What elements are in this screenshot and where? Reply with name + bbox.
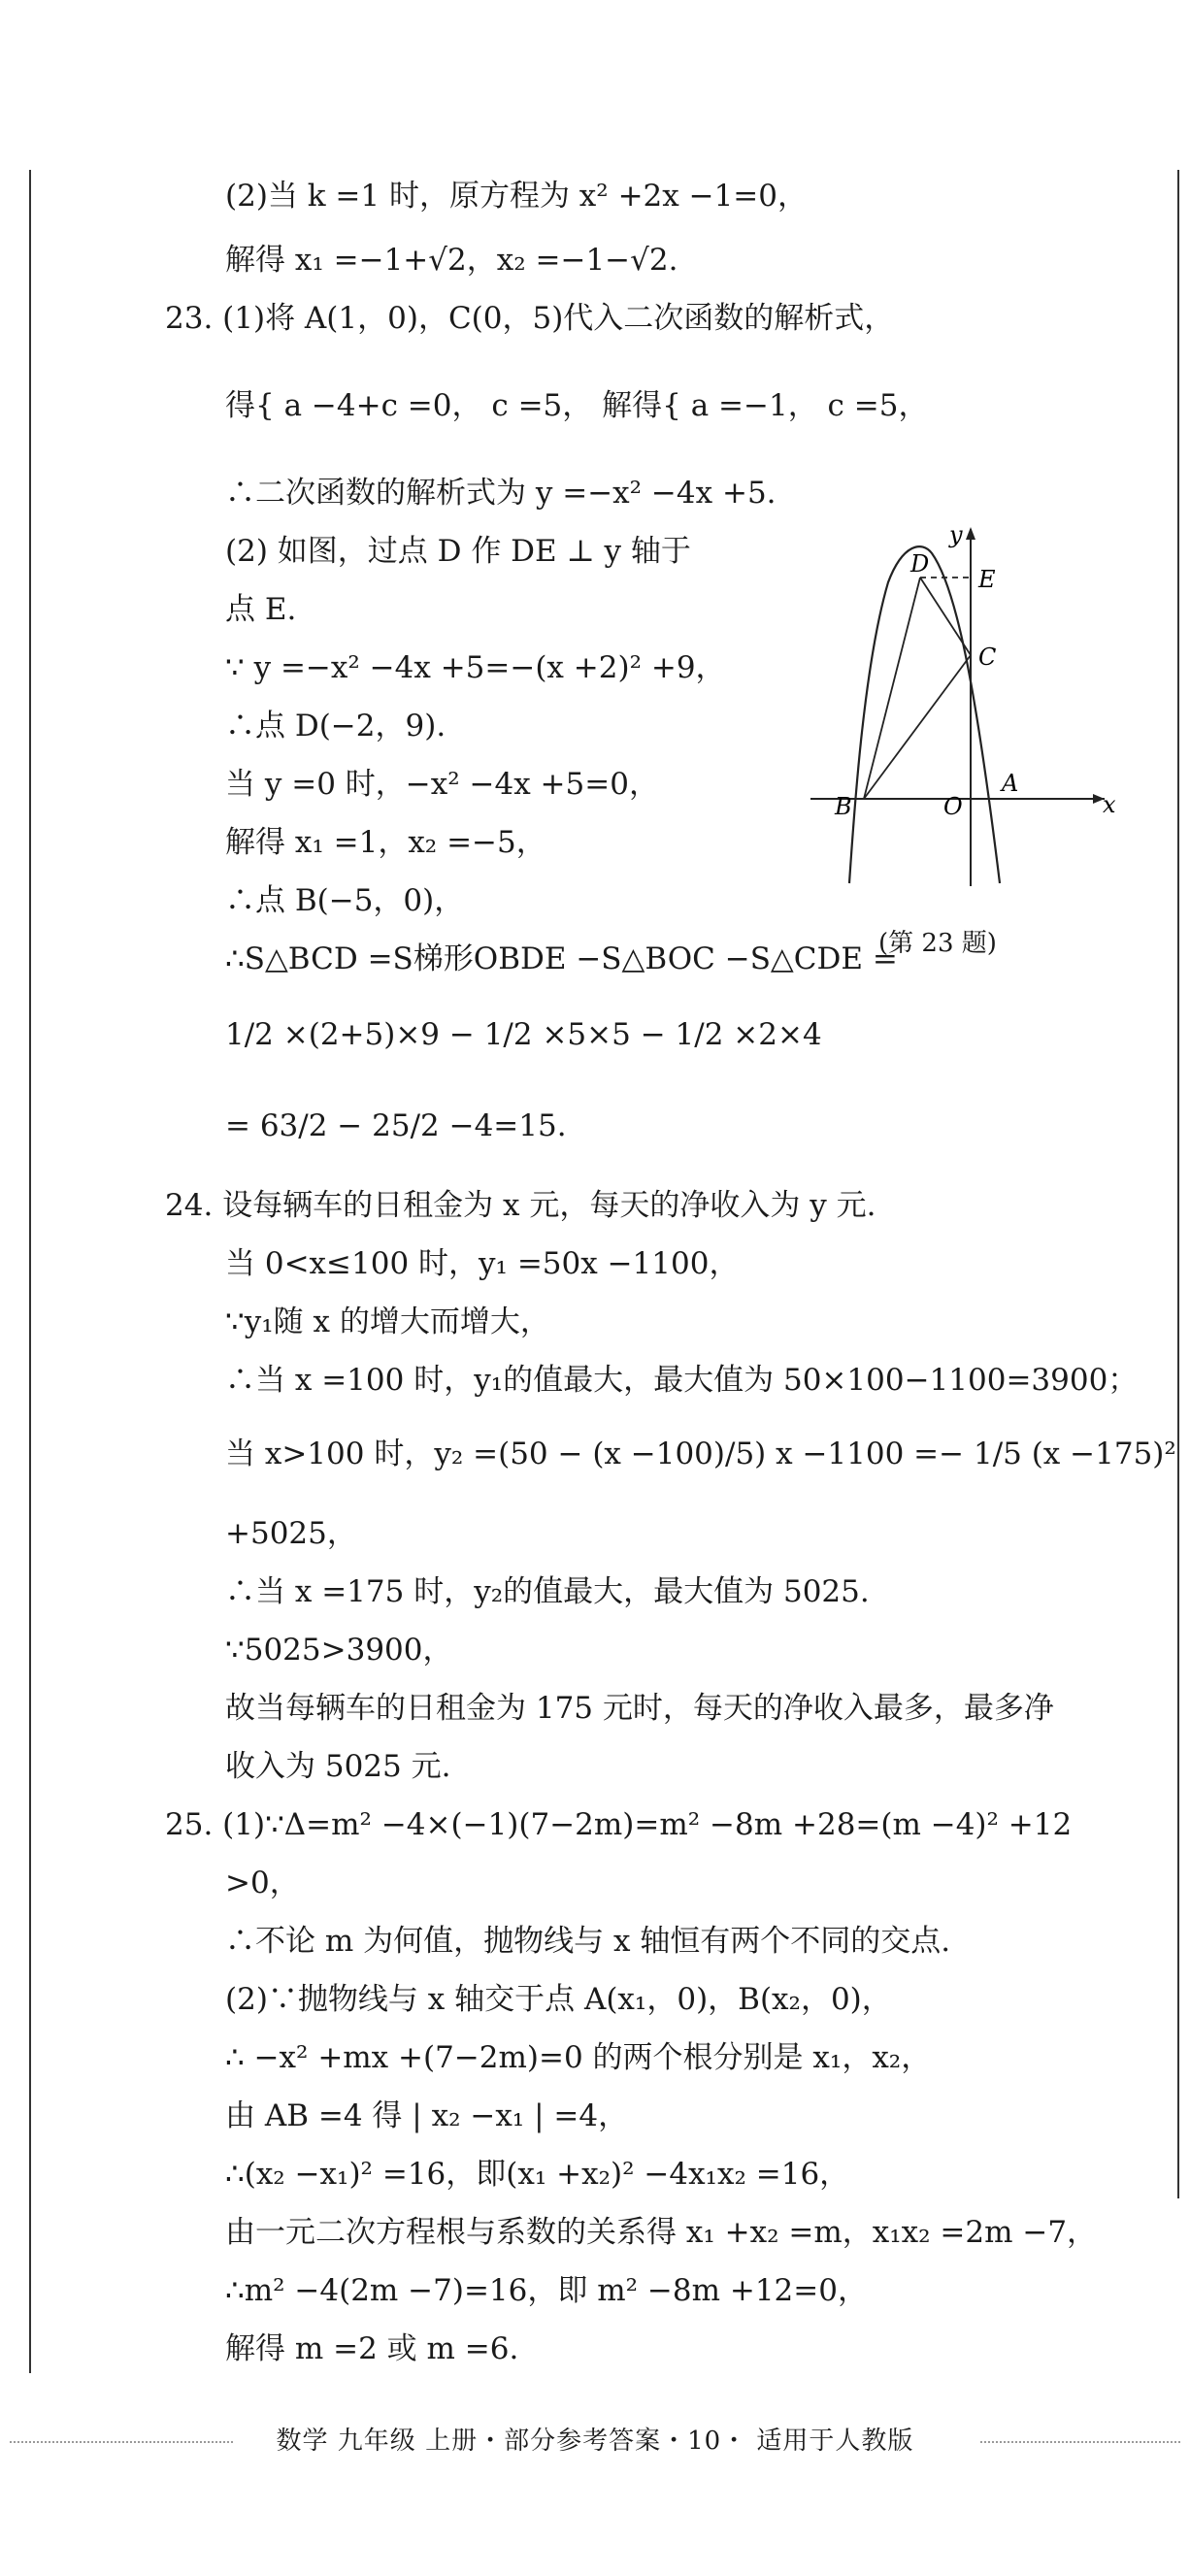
label-o: O: [943, 793, 963, 820]
text-line: 解得 m =2 或 m =6.: [225, 2331, 519, 2366]
text-line: 点 E.: [225, 592, 297, 627]
text-line: ∴点 B(−5，0)，: [225, 883, 465, 918]
text-line: 当 x>100 时，y₂ =(50 − (x −100)/5) x −1100 =− 1/5 (x −175)²: [225, 1437, 1176, 1471]
text-line: 得{ a −4+c =0， c =5， 解得{ a =−1， c =5，: [225, 388, 929, 423]
text-line: 1/2 ×(2+5)×9 − 1/2 ×5×5 − 1/2 ×2×4: [225, 1017, 822, 1052]
text-line: 当 y =0 时，−x² −4x +5=0，: [225, 767, 659, 802]
text-line: +5025，: [225, 1516, 357, 1551]
right-margin-rule: [1177, 170, 1179, 2198]
text-line: 24. 设每辆车的日租金为 x 元，每天的净收入为 y 元.: [165, 1188, 876, 1223]
text-line: 当 0<x≤100 时，y₁ =50x −1100，: [225, 1246, 740, 1281]
text-line: ∴当 x =100 时，y₁的值最大，最大值为 50×100−1100=3900；: [225, 1363, 1139, 1398]
text-line: (2)∵抛物线与 x 轴交于点 A(x₁，0)，B(x₂，0)，: [225, 1982, 892, 2017]
footer-text: 数学 九年级 上册・部分参考答案・10・ 适用于人教版: [263, 2427, 928, 2456]
figure-caption: (第 23 题): [878, 929, 997, 958]
text-line: 由一元二次方程根与系数的关系得 x₁ +x₂ =m，x₁x₂ =2m −7，: [225, 2215, 1098, 2250]
text-line: ∴m² −4(2m −7)=16，即 m² −8m +12=0，: [225, 2273, 868, 2308]
text-line: (2) 如图，过点 D 作 DE ⊥ y 轴于: [225, 534, 691, 569]
text-line: ∵5025>3900，: [225, 1633, 453, 1668]
label-e: E: [978, 566, 996, 593]
text-line: ∵y₁随 x 的增大而增大，: [225, 1305, 550, 1339]
label-b: B: [835, 793, 852, 820]
segment-dc: [920, 578, 971, 655]
text-line: >0，: [225, 1866, 300, 1900]
label-y: y: [949, 521, 963, 548]
text-line: ∴当 x =175 时，y₂的值最大，最大值为 5025.: [225, 1574, 870, 1609]
parabola-curve: [849, 546, 1000, 883]
segment-bc: [864, 655, 971, 799]
text-line: = 63/2 − 25/2 −4=15.: [225, 1108, 567, 1143]
parabola-figure: [796, 519, 1116, 888]
text-line: 由 AB =4 得 | x₂ −x₁ | =4，: [225, 2098, 629, 2133]
left-margin-rule: [29, 170, 31, 2373]
text-line: ∴二次函数的解析式为 y =−x² −4x +5.: [225, 476, 777, 511]
text-line: ∵ y =−x² −4x +5=−(x +2)² +9，: [225, 650, 726, 685]
label-c: C: [978, 644, 997, 671]
text-line: 解得 x₁ =1，x₂ =−5，: [225, 825, 546, 860]
label-x: x: [1103, 791, 1116, 818]
page-footer: [0, 2422, 1190, 2460]
text-line: (2)当 k =1 时，原方程为 x² +2x −1=0，: [225, 179, 809, 214]
text-line: ∴点 D(−2，9).: [225, 709, 446, 743]
label-d: D: [910, 550, 930, 578]
text-line: 23. (1)将 A(1，0)，C(0，5)代入二次函数的解析式，: [165, 301, 895, 336]
segment-bd: [864, 578, 920, 799]
text-line: ∴不论 m 为何值，抛物线与 x 轴恒有两个不同的交点.: [225, 1924, 951, 1959]
label-a: A: [1002, 770, 1019, 797]
y-axis-arrow: [966, 527, 975, 540]
text-line: 解得 x₁ =−1+√2，x₂ =−1−√2.: [225, 243, 678, 278]
text-line: 故当每辆车的日租金为 175 元时，每天的净收入最多，最多净: [225, 1691, 1054, 1726]
text-line: ∴S△BCD =S梯形OBDE −S△BOC −S△CDE =: [225, 941, 898, 976]
text-line: 25. (1)∵Δ=m² −4×(−1)(7−2m)=m² −8m +28=(m −4)² +12: [165, 1807, 1073, 1842]
text-line: 收入为 5025 元.: [225, 1749, 451, 1784]
text-line: ∴ −x² +mx +(7−2m)=0 的两个根分别是 x₁，x₂，: [225, 2040, 932, 2075]
text-line: ∴(x₂ −x₁)² =16，即(x₁ +x₂)² −4x₁x₂ =16，: [225, 2157, 850, 2192]
